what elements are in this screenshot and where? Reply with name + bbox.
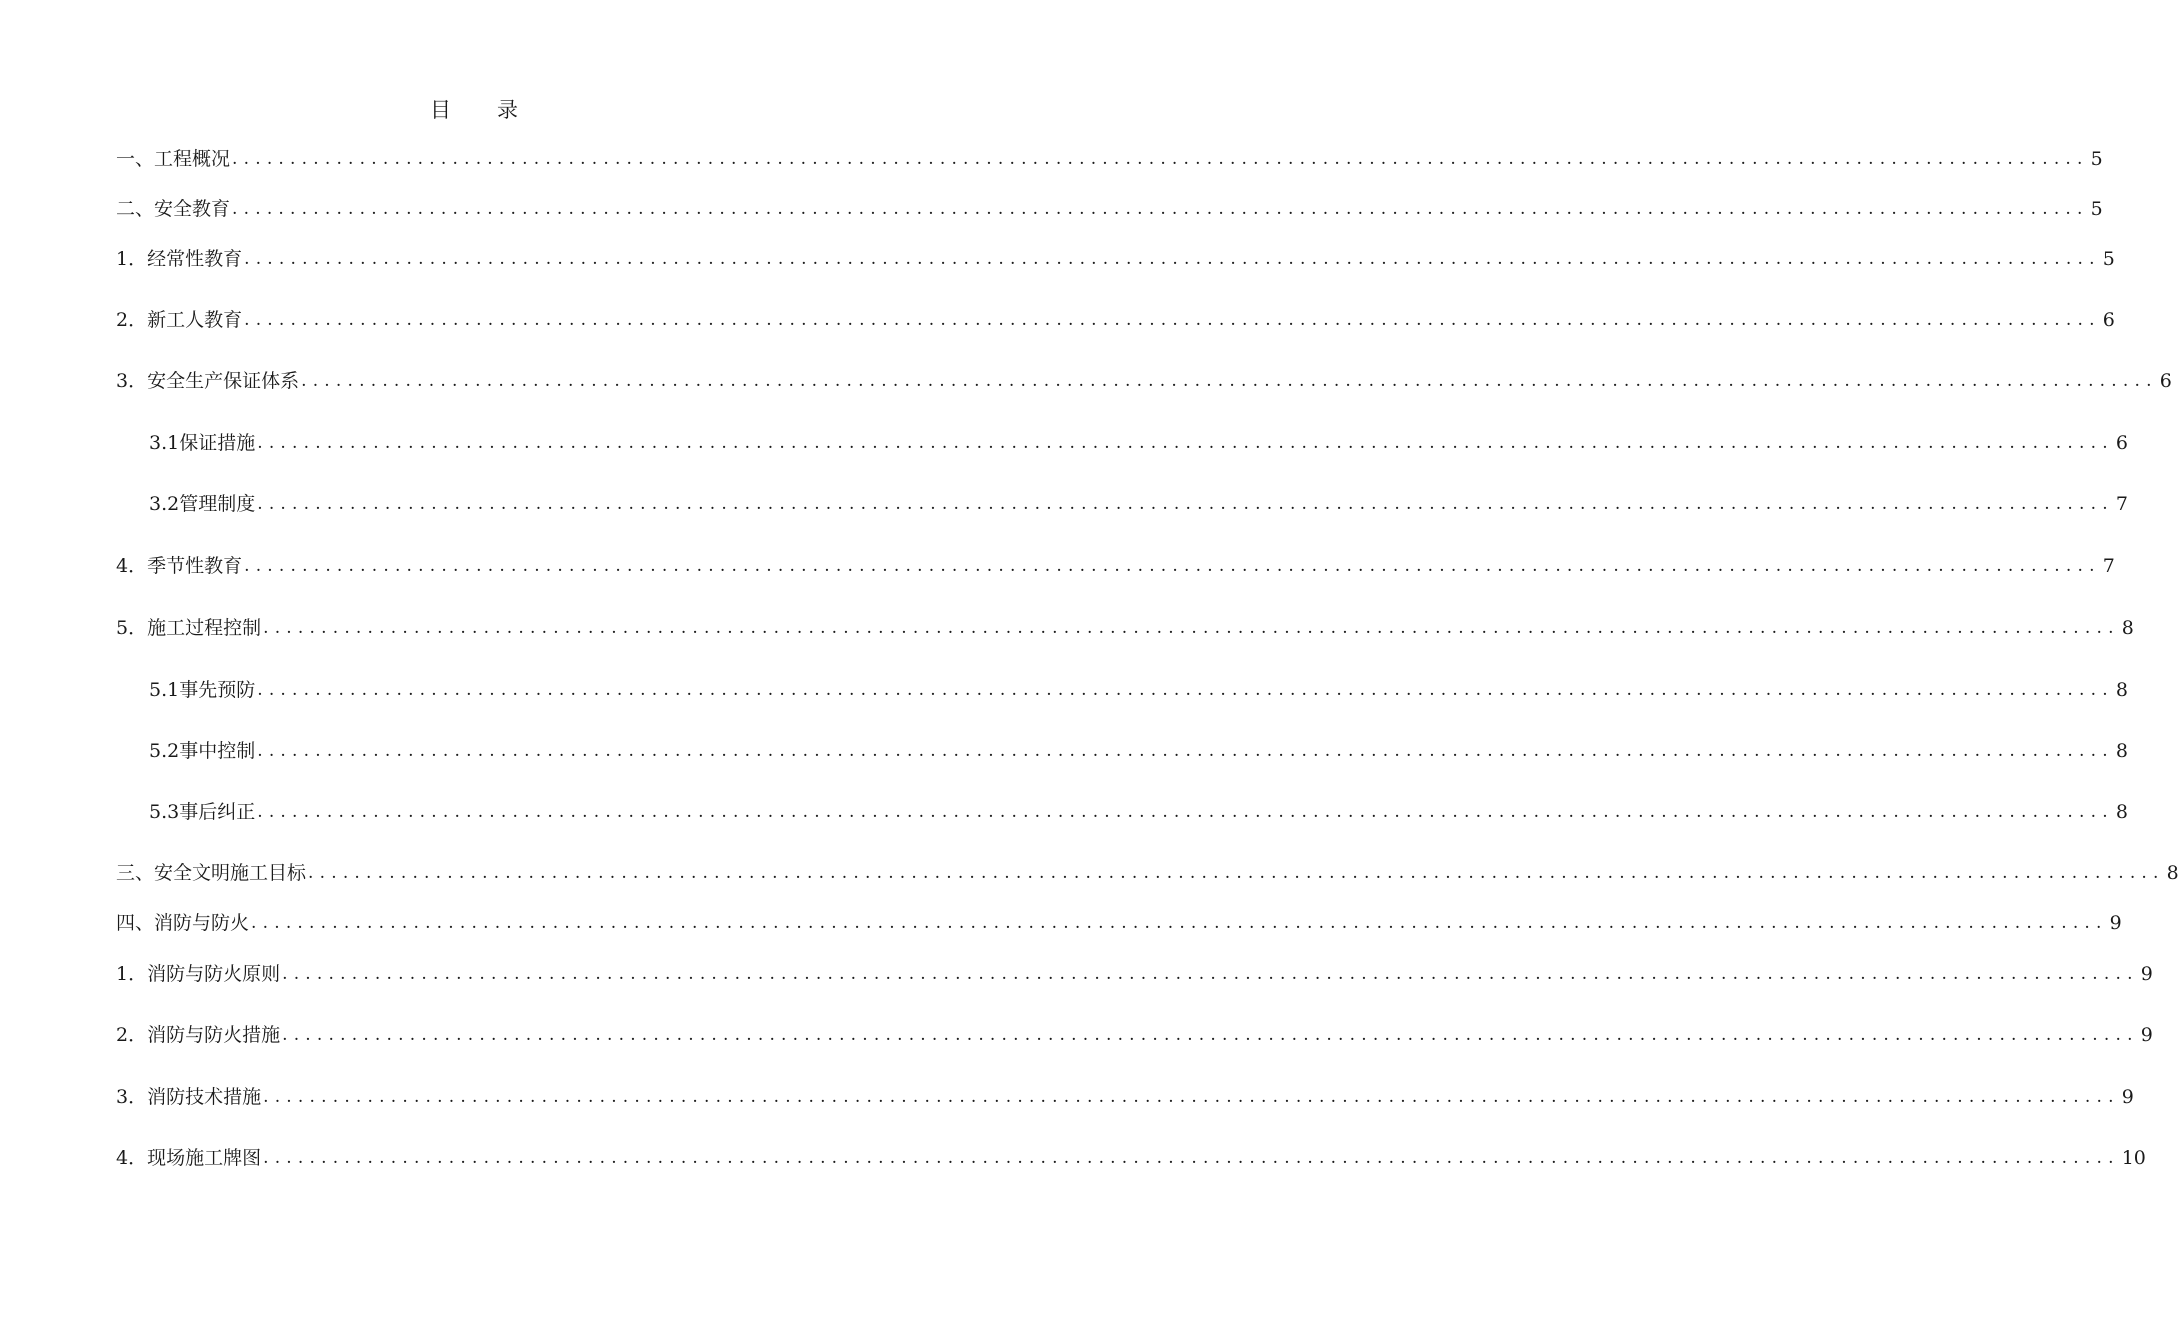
toc-dot-leader: ................................................................................................................................................................ bbox=[263, 1148, 2120, 1168]
toc-entry-page-number: 8 bbox=[2121, 617, 2134, 639]
toc-entry-label: 5.2事中控制 bbox=[149, 740, 256, 762]
toc-entry-label: 5．施工过程控制 bbox=[116, 617, 262, 639]
toc-dot-leader: ................................................................................................................................................................ bbox=[257, 433, 2114, 453]
toc-dot-leader: ................................................................................................................................................................ bbox=[308, 863, 2165, 883]
toc-entry[interactable] bbox=[116, 145, 2103, 173]
toc-entry[interactable] bbox=[116, 1021, 2153, 1049]
toc-entry[interactable] bbox=[116, 306, 2115, 334]
toc-entry-label: 5.1事先预防 bbox=[149, 679, 256, 701]
toc-entry-page-number: 9 bbox=[2140, 1024, 2153, 1046]
toc-entry[interactable] bbox=[116, 195, 2103, 223]
toc-entry-page-number: 7 bbox=[2115, 493, 2128, 515]
title-char-2: 录 bbox=[497, 98, 520, 122]
toc-entry-page-number: 8 bbox=[2115, 679, 2128, 701]
toc-dot-leader: ................................................................................................................................................................ bbox=[244, 556, 2101, 576]
toc-entry[interactable] bbox=[116, 1083, 2134, 1111]
toc-dot-leader: ................................................................................................................................................................ bbox=[244, 310, 2101, 330]
toc-dot-leader: ................................................................................................................................................................ bbox=[257, 802, 2114, 822]
toc-entry-page-number: 8 bbox=[2115, 740, 2128, 762]
toc-dot-leader: ................................................................................................................................................................ bbox=[282, 964, 2139, 984]
toc-entry-page-number: 7 bbox=[2102, 555, 2115, 577]
toc-entry-label: 四、消防与防火 bbox=[116, 912, 250, 934]
toc-entry-label: 3.2管理制度 bbox=[149, 493, 256, 515]
toc-entry[interactable] bbox=[149, 676, 2128, 704]
toc-entry[interactable] bbox=[149, 429, 2128, 457]
toc-dot-leader: ................................................................................................................................................................ bbox=[232, 149, 2089, 169]
toc-entry-label: 3．消防技术措施 bbox=[116, 1086, 262, 1108]
toc-entry-page-number: 8 bbox=[2115, 801, 2128, 823]
toc-entry[interactable] bbox=[149, 737, 2128, 765]
toc-dot-leader: ................................................................................................................................................................ bbox=[251, 913, 2108, 933]
toc-entry[interactable] bbox=[116, 960, 2153, 988]
page-title bbox=[0, 94, 950, 124]
toc-entry-label: 3.1保证措施 bbox=[149, 432, 256, 454]
title-char-1: 目 bbox=[430, 98, 453, 122]
toc-entry-page-number: 6 bbox=[2115, 432, 2128, 454]
toc-entry-page-number: 6 bbox=[2159, 370, 2172, 392]
toc-entry-page-number: 9 bbox=[2140, 963, 2153, 985]
toc-entry-page-number: 9 bbox=[2109, 912, 2122, 934]
toc-entry-label: 4．现场施工牌图 bbox=[116, 1147, 262, 1169]
toc-entry-label: 三、安全文明施工目标 bbox=[116, 862, 307, 884]
toc-entry-label: 一、工程概况 bbox=[116, 148, 231, 170]
toc-entry[interactable] bbox=[116, 909, 2122, 937]
toc-entry-page-number: 6 bbox=[2102, 309, 2115, 331]
toc-entry-label: 2．新工人教育 bbox=[116, 309, 243, 331]
toc-dot-leader: ................................................................................................................................................................ bbox=[263, 1087, 2120, 1107]
toc-entry-label: 二、安全教育 bbox=[116, 198, 231, 220]
toc-dot-leader: ................................................................................................................................................................ bbox=[282, 1025, 2139, 1045]
toc-entry-label: 3．安全生产保证体系 bbox=[116, 370, 300, 392]
toc-dot-leader: ................................................................................................................................................................ bbox=[257, 494, 2114, 514]
toc-entry-label: 5.3事后纠正 bbox=[149, 801, 256, 823]
toc-entry[interactable] bbox=[149, 490, 2128, 518]
toc-entry-label: 1．消防与防火原则 bbox=[116, 963, 281, 985]
toc-entry[interactable] bbox=[116, 552, 2115, 580]
toc-dot-leader: ................................................................................................................................................................ bbox=[263, 618, 2120, 638]
toc-entry[interactable] bbox=[116, 859, 2179, 887]
toc-entry[interactable] bbox=[149, 798, 2128, 826]
toc-dot-leader: ................................................................................................................................................................ bbox=[257, 680, 2114, 700]
toc-dot-leader: ................................................................................................................................................................ bbox=[257, 741, 2114, 761]
toc-entry[interactable] bbox=[116, 245, 2115, 273]
toc-entry-page-number: 8 bbox=[2166, 862, 2179, 884]
toc-entry-label: 2．消防与防火措施 bbox=[116, 1024, 281, 1046]
toc-entry-label: 1．经常性教育 bbox=[116, 248, 243, 270]
toc-dot-leader: ................................................................................................................................................................ bbox=[244, 249, 2101, 269]
toc-entry-page-number: 5 bbox=[2102, 248, 2115, 270]
toc-entry-label: 4．季节性教育 bbox=[116, 555, 243, 577]
toc-entry-page-number: 5 bbox=[2090, 148, 2103, 170]
toc-entry[interactable] bbox=[116, 367, 2172, 395]
toc-dot-leader: ................................................................................................................................................................ bbox=[232, 199, 2089, 219]
toc-entry[interactable] bbox=[116, 614, 2134, 642]
toc-entry-page-number: 9 bbox=[2121, 1086, 2134, 1108]
toc-entry[interactable] bbox=[116, 1144, 2146, 1172]
toc-entry-page-number: 5 bbox=[2090, 198, 2103, 220]
toc-entry-page-number: 10 bbox=[2121, 1147, 2146, 1169]
toc-dot-leader: ................................................................................................................................................................ bbox=[301, 371, 2158, 391]
